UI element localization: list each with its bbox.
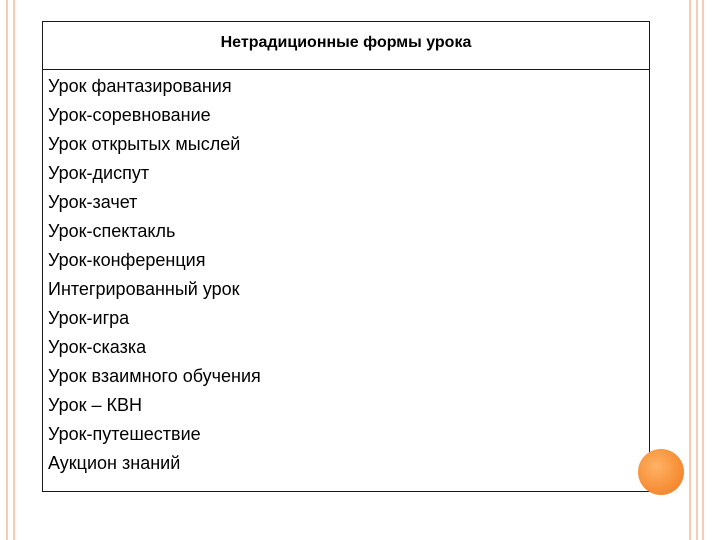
list-item: Интегрированный урок xyxy=(48,279,240,299)
list-item: Урок-конференция xyxy=(48,250,206,270)
list-item: Урок – КВН xyxy=(48,395,143,415)
table-header: Нетрадиционные формы урока xyxy=(43,22,649,70)
list-item: Урок-спектакль xyxy=(48,221,176,241)
list-item: Урок-зачет xyxy=(48,192,138,212)
forms-table xyxy=(42,21,650,492)
list-item: Урок открытых мыслей xyxy=(48,134,241,154)
list-item: Аукцион знаний xyxy=(48,453,181,473)
list-item: Урок-диспут xyxy=(48,163,150,183)
table-body xyxy=(43,70,649,478)
decorative-circle xyxy=(638,449,684,495)
list-item: Урок-сказка xyxy=(48,337,147,357)
list-item: Урок взаимного обучения xyxy=(48,366,261,386)
list-item: Урок-путешествие xyxy=(48,424,201,444)
list-item: Урок-игра xyxy=(48,308,130,328)
list-item: Урок-соревнование xyxy=(48,105,211,125)
list-item: Урок фантазирования xyxy=(48,76,232,96)
